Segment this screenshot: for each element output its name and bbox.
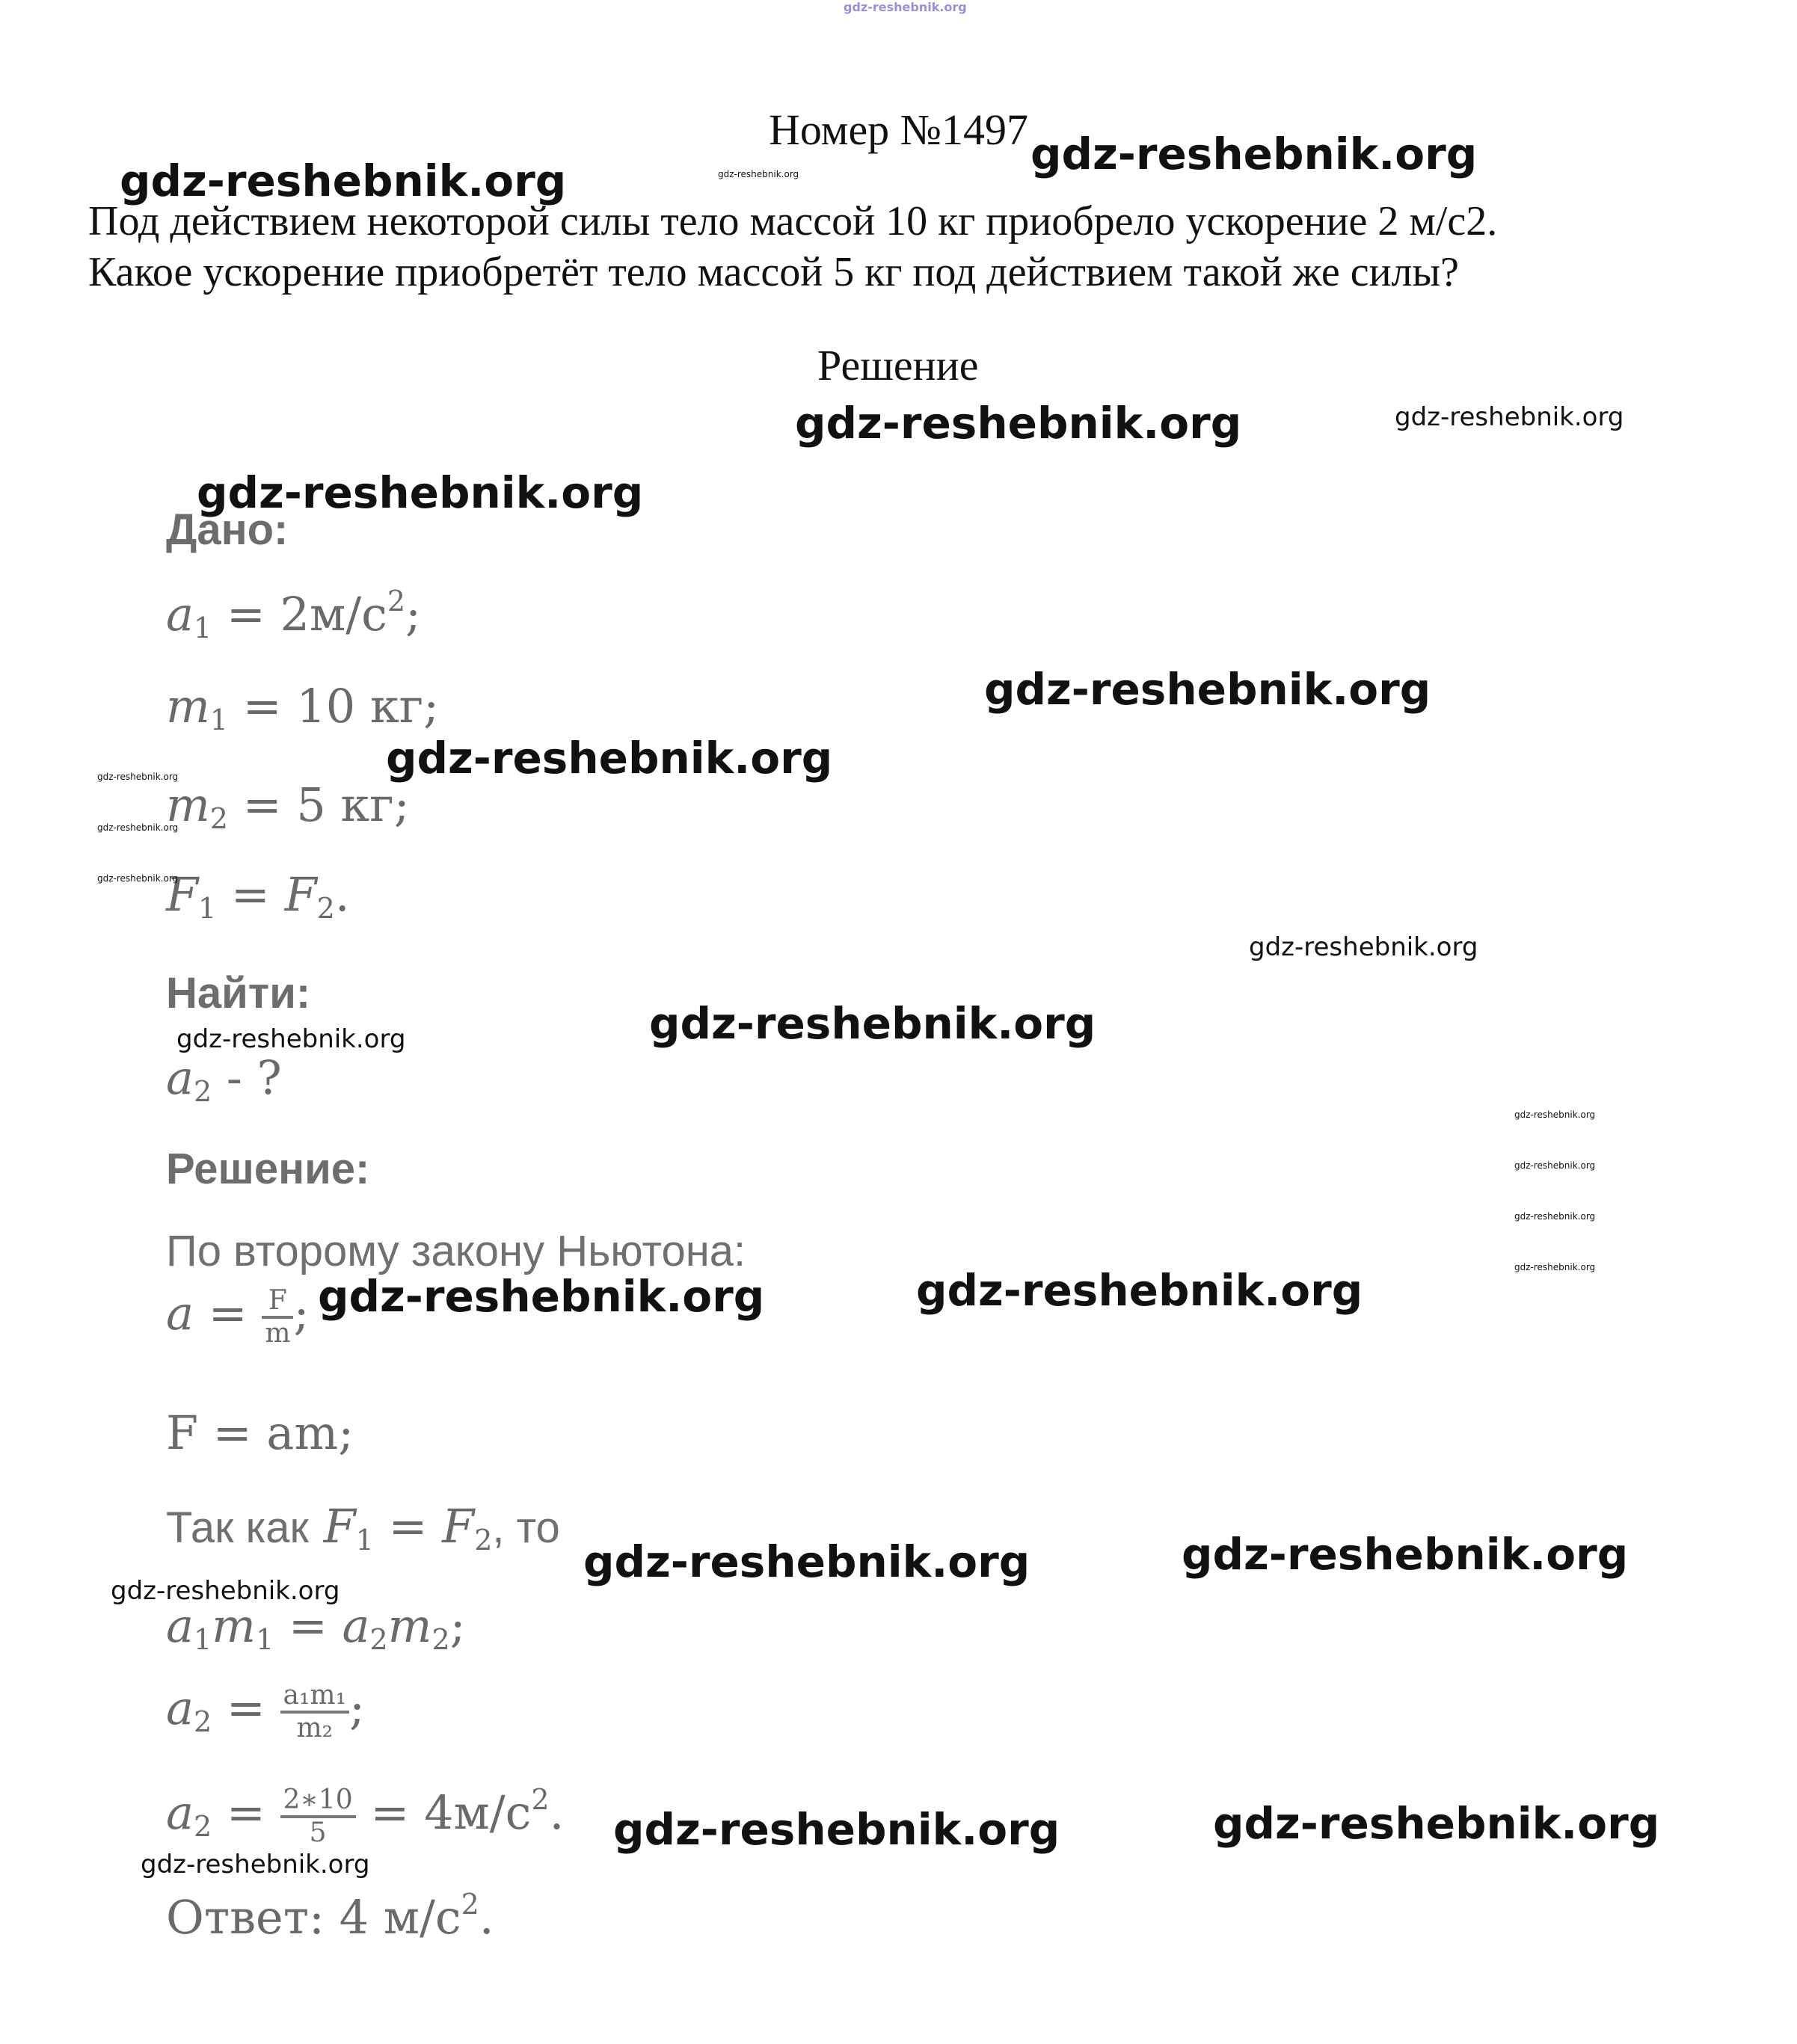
watermark: gdz-reshebnik.org: [120, 156, 567, 206]
watermark: gdz-reshebnik.org: [1514, 1211, 1596, 1222]
watermark: gdz-reshebnik.org: [386, 733, 833, 784]
formula-a: a = $\frac{F}{m}$ ;: [166, 1285, 310, 1349]
watermark: gdz-reshebnik.org: [97, 873, 179, 884]
watermark: gdz-reshebnik.org: [916, 1265, 1363, 1316]
watermark: gdz-reshebnik.org: [1395, 402, 1624, 432]
since-line: Так как $F_1 = F_2$, то: [166, 1499, 560, 1557]
answer-line: Ответ: 4 $м/c^2$.: [166, 1888, 494, 1945]
watermark: gdz-reshebnik.org: [1030, 129, 1478, 179]
find-label: Найти:: [166, 969, 311, 1018]
watermark: gdz-reshebnik.org: [111, 1576, 340, 1606]
watermark: gdz-reshebnik.org: [1514, 1109, 1596, 1120]
watermark: gdz-reshebnik.org: [1213, 1798, 1660, 1849]
watermark: gdz-reshebnik.org: [197, 467, 644, 518]
solution-label: Решение:: [166, 1145, 370, 1193]
given-label: Дано:: [166, 505, 289, 554]
equality-line: $a_1m_1 = a_2m_2$;: [166, 1598, 466, 1656]
watermark: gdz-reshebnik.org: [583, 1536, 1030, 1587]
watermark: gdz-reshebnik.org: [97, 772, 179, 782]
formula-a2: $a_2$ = $\frac{\text{a₁m₁}}{\text{m₂}}$ ;: [166, 1680, 365, 1743]
watermark: gdz-reshebnik.org: [176, 1024, 406, 1054]
given-a1: $a_1 = 2м/c^2$;: [166, 585, 421, 644]
watermark: gdz-reshebnik.org: [984, 664, 1431, 715]
watermark: gdz-reshebnik.org: [613, 1804, 1060, 1855]
solution-heading: Решение: [817, 341, 979, 390]
watermark: gdz-reshebnik.org: [718, 169, 799, 179]
watermark: gdz-reshebnik.org: [141, 1850, 370, 1880]
find-a2: $a_2$ - ?: [166, 1050, 282, 1108]
watermark: gdz-reshebnik.org: [1182, 1529, 1629, 1580]
watermark: gdz-reshebnik.org: [318, 1271, 765, 1322]
task-line-1: Под действием некоторой силы тело массой 10 кг приобрело ускорение 2 м/с2.: [88, 198, 1498, 244]
formula-f: F = am;: [166, 1406, 354, 1460]
watermark: gdz-reshebnik.org: [1514, 1262, 1596, 1272]
newton-text: По второму закону Ньютона:: [166, 1227, 746, 1275]
watermark: gdz-reshebnik.org: [1249, 932, 1478, 962]
watermark: gdz-reshebnik.org: [1514, 1160, 1596, 1171]
given-f: $F_1 = F_2$.: [166, 867, 350, 925]
watermark: gdz-reshebnik.org: [97, 822, 179, 833]
page-title: Номер №1497: [768, 105, 1029, 154]
result-line: $a_2$ = $\frac{2∗10}{5}$ = $4м/c^2$.: [166, 1783, 565, 1848]
task-line-2: Какое ускорение приобретёт тело массой 5 кг под действием такой же силы?: [88, 249, 1459, 295]
watermark: gdz-reshebnik.org: [649, 998, 1096, 1049]
given-m2: $m_2 = 5$ кг;: [166, 778, 410, 835]
watermark: gdz-reshebnik.org: [795, 398, 1242, 449]
given-m1: $m_1 = 10$ кг;: [166, 679, 440, 736]
top-watermark: gdz-reshebnik.org: [844, 0, 967, 14]
